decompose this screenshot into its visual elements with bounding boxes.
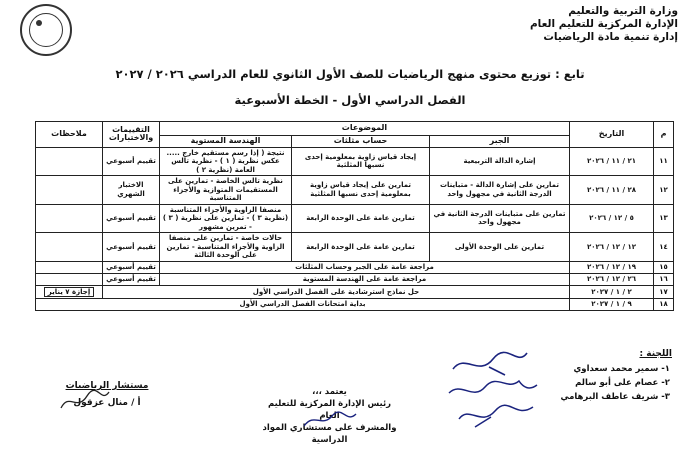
committee-label: اللجنة : — [639, 349, 672, 359]
approval-signature-icon — [300, 410, 360, 430]
header-notes: ملاحظات — [36, 122, 103, 148]
document-subtitle: الفصل الدراسي الأول - الخطة الأسبوعية — [234, 93, 466, 107]
header-num: م — [654, 122, 674, 148]
row-date: ٥ / ١٢ / ٢٠٢٦ — [570, 204, 654, 233]
committee-member: ١- سمير محمد سعداوي — [573, 364, 670, 374]
committee-member: ٣- شريف عاطف البرهامي — [560, 392, 670, 402]
row-algebra: تمارين على متباينات الدرجة الثانية في مجهول واحد — [430, 204, 570, 233]
weekly-plan-table — [35, 121, 674, 311]
row-num: ١١ — [654, 147, 674, 176]
holiday-note: إجازة ٧ يناير — [44, 287, 95, 298]
row-topic-merged: مراجعة عامة على الجبر وحساب المثلثات — [160, 261, 570, 273]
row-date: ٢٨ / ١١ / ٢٠٢٦ — [570, 176, 654, 205]
row-num: ١٢ — [654, 176, 674, 205]
row-geometry: منصفا الزاوية والأجزاء المتناسبة (نظرية ٣ ) - تمارين على نظرية ( ٣ ) - تمرين مشهور — [160, 204, 292, 233]
row-algebra: تمارين على إشارة الدالة - متباينات الدرجة الثانية في مجهول واحد — [430, 176, 570, 205]
row-date: ٢٦ / ١٢ / ٢٠٢٦ — [570, 273, 654, 285]
row-topic-full: حل نماذج استرشادية على الفصل الدراسي الأول — [103, 285, 570, 299]
header-algebra: الجبر — [430, 136, 570, 148]
row-date: ٩ / ١ / ٢٠٢٧ — [570, 299, 654, 311]
row-evaluation: تقييم أسبوعي — [103, 204, 160, 233]
row-date: ١٢ / ١٢ / ٢٠٢٦ — [570, 233, 654, 262]
row-evaluation: تقييم أسبوعي — [103, 233, 160, 262]
row-num: ١٨ — [654, 299, 674, 311]
header-date: التاريخ — [570, 122, 654, 148]
table-row — [36, 285, 674, 299]
header-evaluation: التقييمات والاختبارات — [103, 122, 160, 148]
row-evaluation: الاختبار الشهري — [103, 176, 160, 205]
advisor-signature-icon — [55, 386, 115, 416]
table-row — [36, 273, 674, 285]
document-title: تابع : توزيع محتوى منهج الرياضيات للصف الأول الثانوي للعام الدراسي ٢٠٢٦ / ٢٠٢٧ — [115, 67, 585, 81]
table-row — [36, 147, 674, 176]
row-notes — [36, 147, 103, 176]
committee-signatures-icon — [445, 347, 545, 437]
ministry-name: وزارة التربية والتعليم — [568, 5, 678, 17]
row-notes — [36, 233, 103, 262]
row-num: ١٣ — [654, 204, 674, 233]
row-geometry: حالات خاصة - تمارين على منصفا الزاوية والأجزاء المتناسبة - تمارين على الوحدة الثالثة — [160, 233, 292, 262]
row-geometry: نتيجة ( إذا رسم مستقيم خارج ..... عكس نظرية ( ١ ) - نظرية تالس العامة (نظرية ٢ ) — [160, 147, 292, 176]
header-topics: الموضوعات — [160, 122, 570, 136]
header-calculus: حساب مثلثات — [292, 136, 430, 148]
row-topic-full: بداية امتحانات الفصل الدراسي الأول — [36, 299, 570, 311]
row-calculus: تمارين عامة على الوحدة الرابعة — [292, 233, 430, 262]
row-evaluation: تقييم أسبوعي — [103, 147, 160, 176]
table-row — [36, 261, 674, 273]
approval-line: رئيس الإدارة المركزية للتعليم العام — [267, 399, 392, 421]
committee-member: ٢- عصام على أبو سالم — [575, 378, 670, 388]
table-row — [36, 204, 674, 233]
row-notes — [36, 261, 103, 273]
row-notes — [36, 204, 103, 233]
ministry-header — [488, 5, 678, 44]
row-num: ١٦ — [654, 273, 674, 285]
row-algebra: تمارين على الوحدة الأولى — [430, 233, 570, 262]
directorate-name: الإدارة المركزية للتعليم العام — [529, 18, 678, 30]
approval-line: والمشرف على مستشاري المواد الدراسية — [262, 423, 397, 445]
row-calculus: إيجاد قياس زاوية بمعلومية إحدى نسبها المثلثية — [292, 147, 430, 176]
row-algebra: إشارة الدالة التربيعية — [430, 147, 570, 176]
advisor-name: أ / منال عزقول — [73, 398, 141, 408]
row-date: ١٩ / ١٢ / ٢٠٢٦ — [570, 261, 654, 273]
table-row — [36, 299, 674, 311]
row-num: ١٥ — [654, 261, 674, 273]
table-row — [36, 176, 674, 205]
row-date: ٢١ / ١١ / ٢٠٢٦ — [570, 147, 654, 176]
row-notes — [36, 285, 103, 299]
row-num: ١٧ — [654, 285, 674, 299]
committee-list — [560, 362, 670, 404]
row-topic-merged: مراجعة عامة على الهندسة المستوية — [160, 273, 570, 285]
department-name: إدارة تنمية مادة الرياضيات — [543, 31, 678, 43]
ministry-seal-icon — [20, 4, 72, 56]
row-notes — [36, 273, 103, 285]
row-evaluation: تقييم أسبوعي — [103, 273, 160, 285]
table-row — [36, 233, 674, 262]
row-num: ١٤ — [654, 233, 674, 262]
row-date: ٢ / ١ / ٢٠٢٧ — [570, 285, 654, 299]
row-evaluation: تقييم أسبوعي — [103, 261, 160, 273]
row-calculus: تمارين عامة على الوحدة الرابعة — [292, 204, 430, 233]
row-geometry: نظرية تالس الخاصة - تمارين على المستقيمات المتوازية والأجزاء المتناسبة — [160, 176, 292, 205]
advisor-title: مستشار الرياضيات — [65, 381, 149, 391]
approval-line: يعتمد ،،، — [312, 387, 347, 397]
row-calculus: تمارين على إيجاد قياس زاوية بمعلومية إحدى نسبها المثلثية — [292, 176, 430, 205]
row-notes — [36, 176, 103, 205]
header-geometry: الهندسة المستوية — [160, 136, 292, 148]
